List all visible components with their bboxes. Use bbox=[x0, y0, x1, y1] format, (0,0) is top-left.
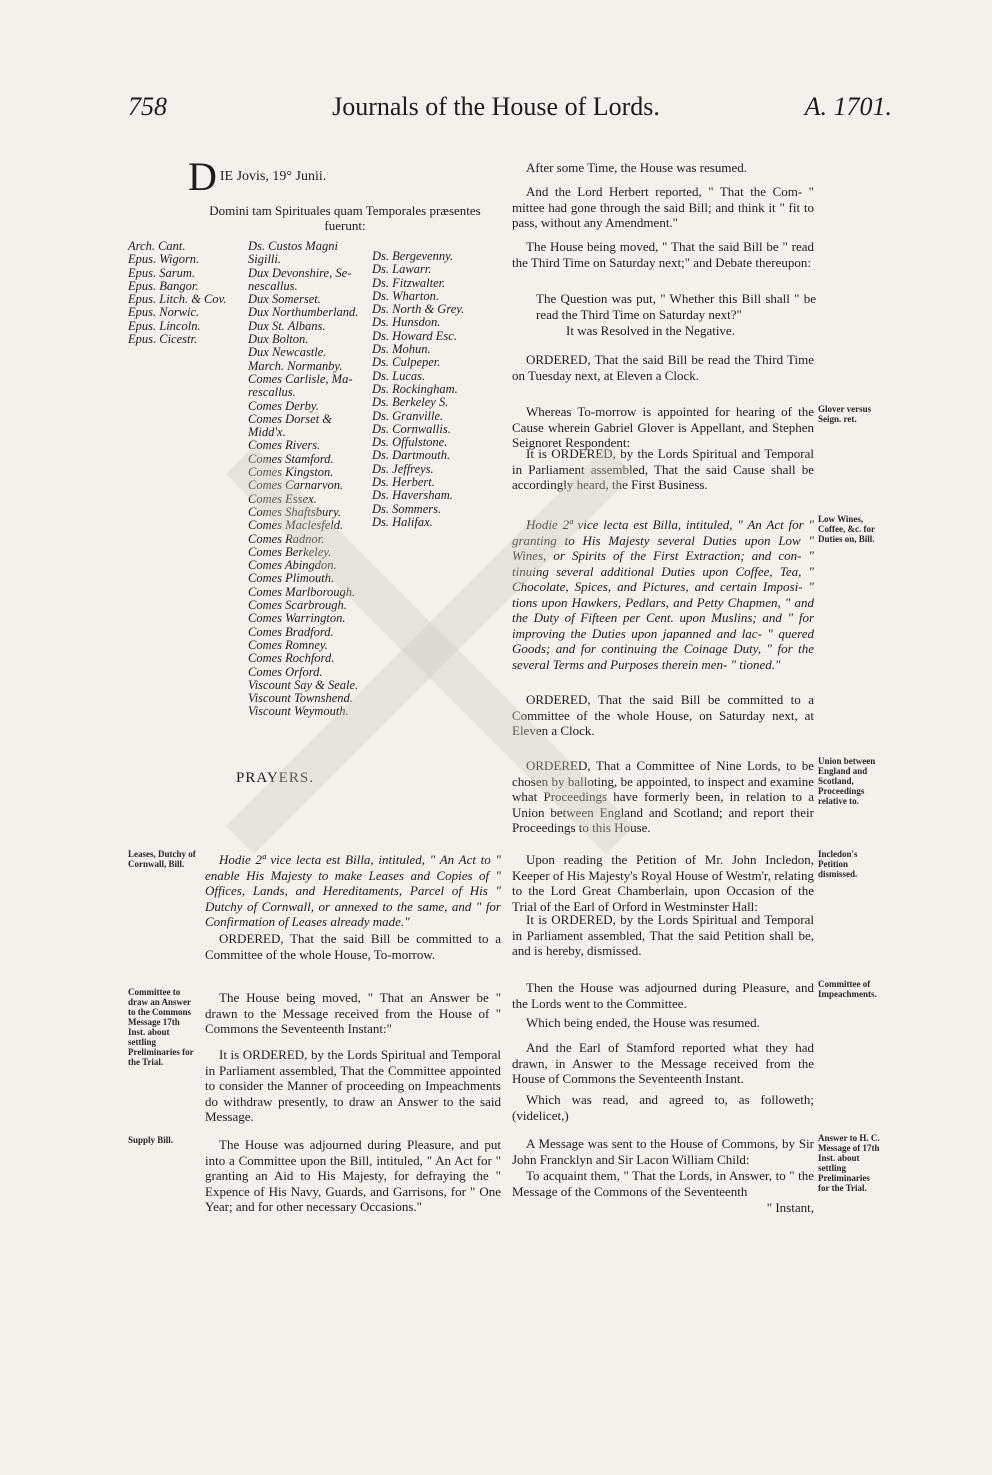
lord-entry: March. Normanby. bbox=[248, 358, 343, 373]
incledon-petition-paragraph: Upon reading the Petition of Mr. John Incledon, Keeper of His Majesty's Royal House of Westm'r, relating to the Lord Great Chamberlain, upon Occasion of the Trial of the Earl of Orford in Westminster Hall: bbox=[512, 852, 814, 914]
adjourned-paragraph: Then the House was adjourned during Pleasure, and the Lords went to the Committee. bbox=[512, 980, 814, 1011]
lord-entry: Arch. Cant. bbox=[128, 239, 186, 253]
lord-entry: Comes Maclesfeld. bbox=[248, 518, 344, 533]
message-sent-paragraph: A Message was sent to the House of Commons, by Sir John Francklyn and Sir Lacon William Child: bbox=[512, 1136, 814, 1167]
herbert-report-paragraph: And the Lord Herbert reported, " That the Com- " mittee had gone through the said Bill; and think it " fit to pass, without any Amendment." bbox=[512, 184, 814, 230]
lord-entry: Comes Stamford. bbox=[248, 451, 334, 466]
margin-note-incledon: Incledon's Petition dismissed. bbox=[818, 849, 858, 879]
glover-cause-paragraph: Whereas To-morrow is appointed for hearing of the Cause wherein Gabriel Glover is Appellant, and Stephen Seignoret Respondent: bbox=[512, 404, 814, 450]
lord-entry: Dux Somerset. bbox=[248, 292, 321, 307]
date-text: IE Jovis, 19° Junii. bbox=[219, 169, 327, 184]
lord-entry: Comes Scarbrough. bbox=[248, 598, 347, 613]
lord-entry: Comes Warrington. bbox=[248, 611, 346, 626]
margin-note-answer: Answer to H. C. Message of 17th Inst. about settling Preliminaries for the Trial. bbox=[818, 1133, 880, 1193]
lord-entry: Ds. Wharton. bbox=[372, 288, 440, 303]
lord-entry: Comes Marlborough. bbox=[248, 584, 356, 599]
lord-entry: Ds. Offulstone. bbox=[372, 435, 448, 450]
lord-entry: Ds. Rockingham. bbox=[372, 381, 458, 396]
margin-note-low-wines: Low Wines, Coffee, &c. for Duties on, Bill. bbox=[818, 514, 875, 544]
lord-entry: Epus. Cicestr. bbox=[128, 332, 198, 347]
lord-entry: Sigilli. bbox=[248, 252, 281, 267]
stamford-report-paragraph: And the Earl of Stamford reported what they had drawn, in Answer to the Message received from the House of Commons the Seventeenth Instant. bbox=[512, 1040, 814, 1086]
lord-entry: Dux Northumberland. bbox=[248, 305, 359, 320]
lord-entry: Comes Romney. bbox=[248, 637, 328, 652]
lord-entry: Comes Derby. bbox=[248, 398, 319, 413]
lord-entry: Dux Newcastle. bbox=[248, 345, 327, 360]
lord-entry: Dux Devonshire, Se- bbox=[248, 265, 352, 280]
lord-entry: Comes Shaftsbury. bbox=[248, 504, 342, 519]
lord-entry: Comes Plimouth. bbox=[248, 571, 335, 586]
lord-entry: Comes Abingdon. bbox=[248, 558, 337, 573]
lord-entry: Ds. Herbert. bbox=[372, 475, 435, 490]
lord-entry: Epus. Sarum. bbox=[128, 265, 196, 280]
lord-entry: Ds. Fitzwalter. bbox=[372, 275, 446, 290]
tuesday-order-paragraph: ORDERED, That the said Bill be read the Third Time on Tuesday next, at Eleven a Clock. bbox=[512, 352, 814, 383]
margin-note-supply: Supply Bill. bbox=[128, 1135, 174, 1145]
supply-bill-paragraph: The House was adjourned during Pleasure, and put into a Committee upon the Bill, intituled, " An Act for " granting an Aid to His Majesty, for defraying the " Expence of His Navy, Guards, and Garrisons, for " One Year; and for other necessary Occasions." bbox=[205, 1137, 501, 1214]
present-line-2: fuerunt: bbox=[324, 218, 366, 233]
leases-bill-paragraph: Hodie 2ª vice lecta est Billa, intituled, " An Act to " enable His Majesty to make Leases and Copies of " Offices, Lands, and Hereditaments, Parcel of His " Dutchy of Cornwall, or annexed to the same, and " for Confirmation of Leases already made." bbox=[205, 852, 501, 929]
lord-entry: Comes Rochford. bbox=[248, 651, 335, 666]
lord-entry: Comes Bradford. bbox=[248, 624, 334, 639]
spiritual-lords-list bbox=[128, 240, 240, 346]
lord-entry: Midd'x. bbox=[248, 425, 286, 440]
lord-entry: Comes Orford. bbox=[248, 664, 323, 679]
question-paragraph: The Question was put, " Whether this Bill shall " be read the Third Time on Saturday next?" bbox=[536, 291, 816, 322]
temporal-lords-list bbox=[248, 240, 370, 719]
lord-entry: Comes Berkeley. bbox=[248, 544, 332, 559]
third-reading-motion-paragraph: The House being moved, " That the said Bill be " read the Third Time on Saturday next;" and Debate thereupon: bbox=[512, 239, 814, 270]
lord-entry: Ds. Haversham. bbox=[372, 488, 453, 503]
journal-title: Journals of the House of Lords. bbox=[332, 92, 660, 121]
margin-note-union: Union between England and Scotland, Proceedings relative to. bbox=[818, 756, 876, 806]
journal-year: A. 1701. bbox=[804, 92, 892, 121]
lord-entry: Ds. Berkeley S. bbox=[372, 395, 449, 410]
lord-entry: Comes Carnarvon. bbox=[248, 478, 344, 493]
running-header bbox=[0, 92, 992, 132]
lord-entry: Comes Dorset & bbox=[248, 411, 333, 426]
lord-entry: Comes Essex. bbox=[248, 491, 317, 506]
lord-entry: Ds. Hunsdon. bbox=[372, 315, 441, 330]
catchword: " Instant, bbox=[766, 1200, 814, 1215]
house-moved-paragraph: The House being moved, " That an Answer be " drawn to the Message received from the House of " Commons the Seventeenth Instant:" bbox=[205, 990, 501, 1036]
low-wines-bill-paragraph: Hodie 2ª vice lecta est Billa, intituled, " An Act for " granting to His Majesty several Duties upon Low " Wines, or Spirits of the First Extraction; and con- " tinuing several additional Duties upon Coffee, Tea, " Chocolate, Spices, and Pictures, and certain Imposi- " tions upon Hawkers, Pedlars, and Petty Chapmen, " and the Duty of Fifteen per Cent. upon Muslins; and " for improving the Duties upon japanned and lac- " quered Goods; and for continuing the Coinage Duty, " for the several Terms and Purposes therein men- " tioned." bbox=[512, 517, 814, 672]
lord-entry: Ds. Mohun. bbox=[372, 342, 431, 357]
lord-entry: Ds. Dartmouth. bbox=[372, 448, 451, 463]
margin-note-leases: Leases, Dutchy of Cornwall, Bill. bbox=[128, 849, 196, 869]
lord-entry: Ds. Lucas. bbox=[372, 368, 426, 383]
lord-entry: Ds. Halifax. bbox=[372, 514, 433, 529]
date-heading bbox=[188, 154, 498, 199]
lord-entry: Ds. Lawarr. bbox=[372, 262, 432, 277]
margin-note-committee: Committee to draw an Answer to the Commons Message 17th Inst. about settling Preliminaries for the Trial. bbox=[128, 987, 194, 1067]
lord-entry: Ds. Sommers. bbox=[372, 501, 442, 516]
barons-list bbox=[372, 250, 500, 529]
lord-entry: Epus. Bangor. bbox=[128, 278, 199, 293]
lord-entry: Ds. Culpeper. bbox=[372, 355, 441, 370]
union-committee-paragraph: ORDERED, That a Committee of Nine Lords, to be chosen by balloting, be appointed, to inspect and examine what Proceedings have formerly been, in relation to a Union between England and Scotland; and report their Proceedings to this House. bbox=[512, 758, 814, 835]
leases-order-paragraph: ORDERED, That the said Bill be committed to a Committee of the whole House, To-morrow. bbox=[205, 931, 501, 962]
acquaint-paragraph: To acquaint them, " That the Lords, in Answer, to " the Message of the Commons of the Seventeenth bbox=[512, 1168, 814, 1199]
present-line-1: Domini tam Spirituales quam Temporales præsentes bbox=[209, 203, 481, 218]
lord-entry: Viscount Say & Seale. bbox=[248, 677, 359, 692]
page-number: 758 bbox=[128, 92, 167, 121]
lord-entry: Epus. Wigorn. bbox=[128, 252, 200, 267]
margin-note-impeachments: Committee of Impeachments. bbox=[818, 979, 877, 999]
lord-entry: nescallus. bbox=[248, 278, 298, 293]
lord-entry: Comes Radnor. bbox=[248, 531, 325, 546]
lord-entry: Ds. Custos Magni bbox=[248, 239, 338, 253]
incledon-dismissal-paragraph: It is ORDERED, by the Lords Spiritual and Temporal in Parliament assembled, That the said Petition shall be, and is hereby, dismissed. bbox=[512, 912, 814, 958]
committee-order-paragraph: It is ORDERED, by the Lords Spiritual and Temporal in Parliament assembled, That the Committee appointed to consider the Manner of proceeding on Impeachments do withdraw presently, to draw an Answer to the said Message. bbox=[205, 1047, 501, 1124]
resumed-paragraph: After some Time, the House was resumed. bbox=[526, 160, 747, 175]
lord-entry: Epus. Lincoln. bbox=[128, 318, 201, 333]
lord-entry: Viscount Weymouth. bbox=[248, 704, 349, 719]
lord-entry: Viscount Townshend. bbox=[248, 691, 353, 706]
lord-entry: rescallus. bbox=[248, 385, 296, 400]
prayers-heading: PRAYERS. bbox=[236, 770, 314, 786]
lord-entry: Dux Bolton. bbox=[248, 332, 309, 347]
resumed-again-paragraph: Which being ended, the House was resumed. bbox=[526, 1015, 760, 1030]
lord-entry: Ds. Cornwallis. bbox=[372, 421, 451, 436]
lord-entry: Ds. Bergevenny. bbox=[372, 249, 454, 263]
lord-entry: Epus. Norwic. bbox=[128, 305, 200, 320]
lord-entry: Comes Kingston. bbox=[248, 465, 334, 480]
negative-resolution: It was Resolved in the Negative. bbox=[566, 323, 735, 338]
lord-entry: Comes Carlisle, Ma- bbox=[248, 371, 353, 386]
glover-order-paragraph: It is ORDERED, by the Lords Spiritual and Temporal in Parliament assembled, That the said Cause shall be accordingly heard, the First Business. bbox=[512, 446, 814, 492]
lord-entry: Ds. Howard Esc. bbox=[372, 328, 457, 343]
lord-entry: Epus. Litch. & Cov. bbox=[128, 292, 227, 307]
lord-entry: Ds. Granville. bbox=[372, 408, 444, 423]
lord-entry: Dux St. Albans. bbox=[248, 318, 326, 333]
lord-entry: Ds. Jeffreys. bbox=[372, 461, 434, 476]
agreed-paragraph: Which was read, and agreed to, as followeth; (videlicet,) bbox=[512, 1092, 814, 1123]
margin-note-glover: Glover versus Seign. ret. bbox=[818, 404, 872, 424]
lord-entry: Ds. North & Grey. bbox=[372, 302, 465, 317]
drop-initial: D bbox=[188, 154, 217, 199]
low-wines-order-paragraph: ORDERED, That the said Bill be committed to a Committee of the whole House, on Saturday next, at Eleven a Clock. bbox=[512, 692, 814, 738]
lord-entry: Comes Rivers. bbox=[248, 438, 321, 453]
